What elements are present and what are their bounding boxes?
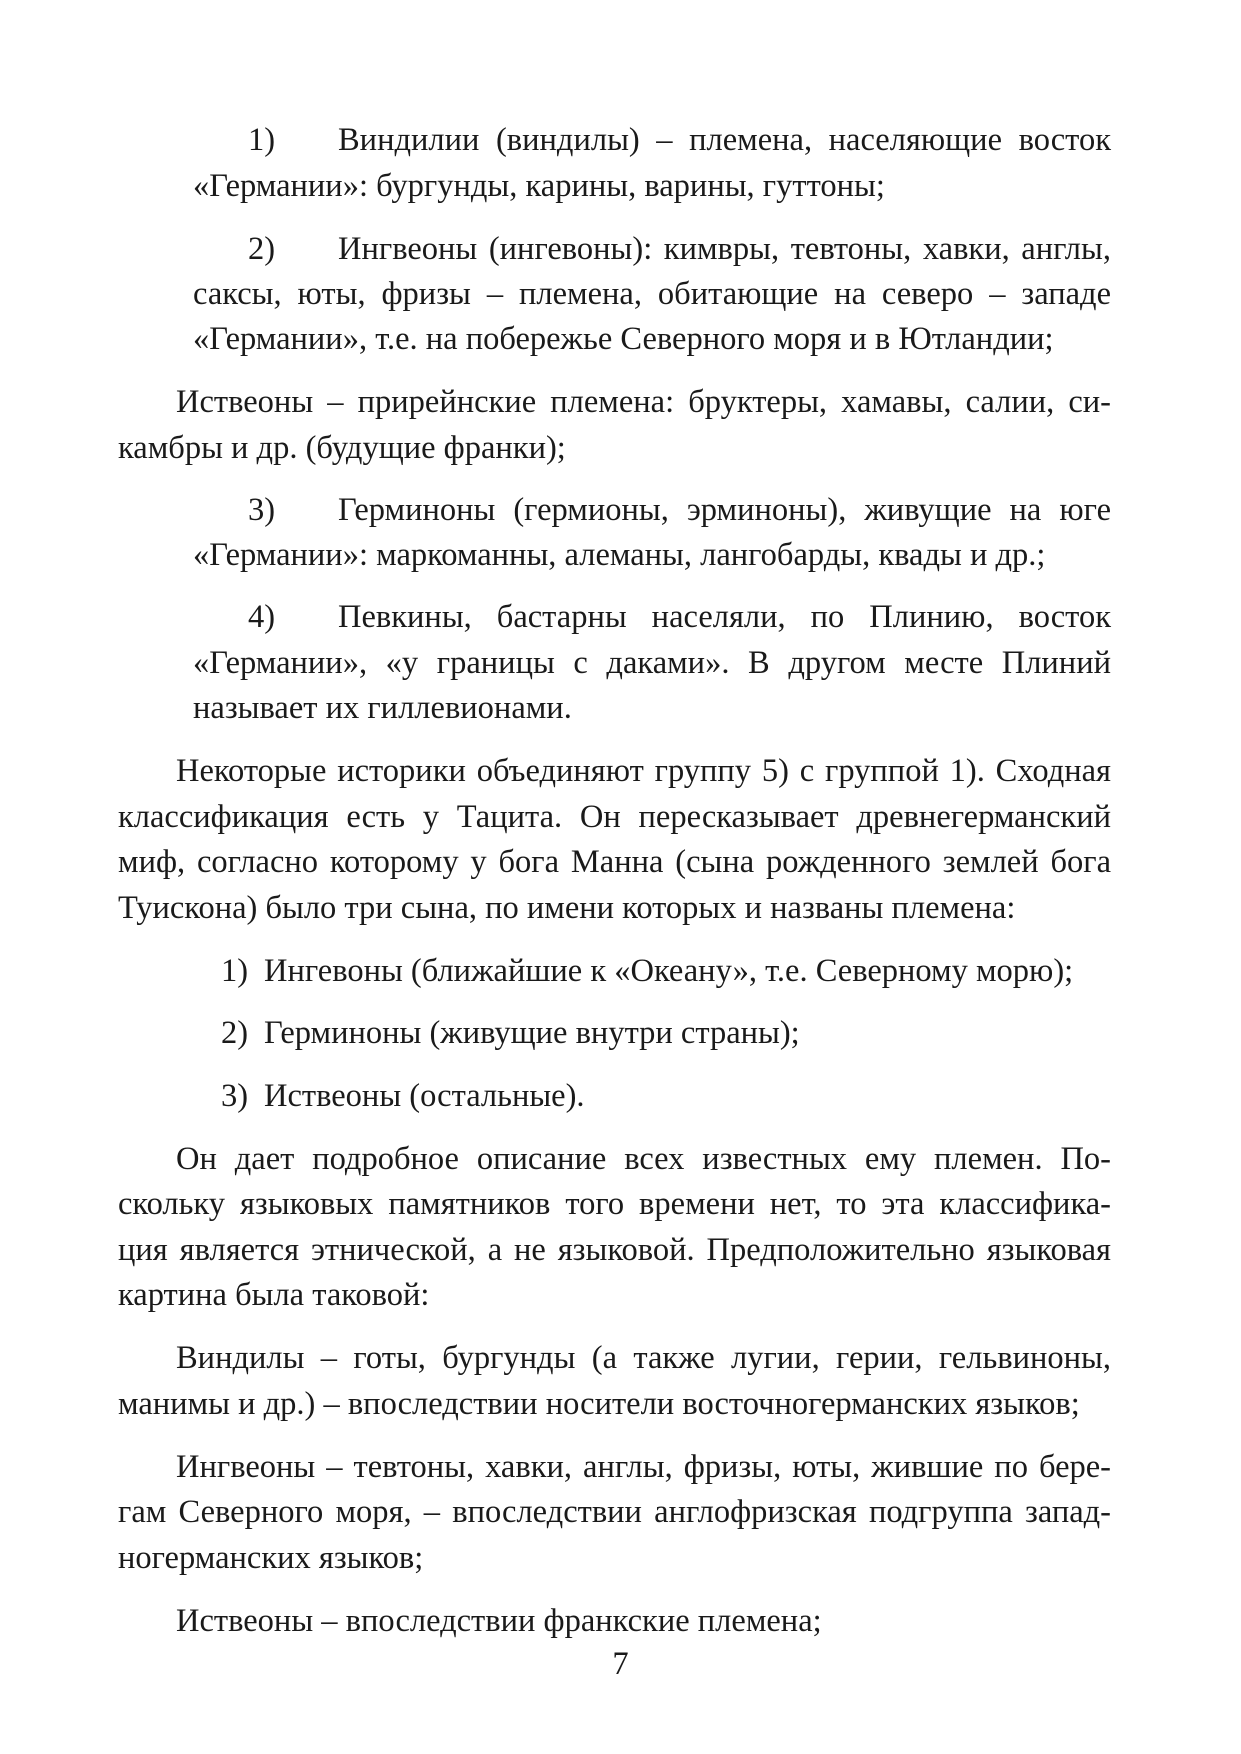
paragraph-line: скольку языковых памятников того времени нет, то эта классифика- — [118, 1186, 1111, 1222]
list-number: 1) — [248, 122, 276, 158]
list-item-text: Ингвеоны (ингевоны): кимвры, тевтоны, хавки, англы, — [338, 231, 1111, 267]
paragraph-line: Некоторые историки объединяют группу 5) с группой 1). Сходная — [176, 753, 1111, 789]
list-number: 3) — [221, 1078, 249, 1114]
paragraph-line: ногерманских языков; — [118, 1540, 424, 1576]
list-item-text: Иствеоны (остальные). — [264, 1078, 585, 1114]
list-number: 4) — [248, 599, 276, 635]
list-item-text: Певкины, бастарны населяли, по Плинию, восток — [338, 599, 1111, 635]
paragraph-line: классификация есть у Тацита. Он пересказывает древнегерманский — [118, 799, 1111, 835]
paragraph-line: Иствеоны – прирейнские племена: бруктеры, хамавы, салии, си- — [176, 384, 1111, 420]
list-item-text: Герминоны (живущие внутри страны); — [264, 1015, 800, 1051]
paragraph-line: манимы и др.) – впоследствии носители восточногерманских языков; — [118, 1386, 1080, 1422]
paragraph-line: ция является этнической, а не языковой. Предположительно языковая — [118, 1232, 1111, 1268]
list-item-text: «Германии», т.е. на побережье Северного моря и в Ютландии; — [193, 321, 1054, 357]
list-item-text: Герминоны (гермионы, эрминоны), живущие на юге — [338, 492, 1111, 528]
paragraph-line: картина была таковой: — [118, 1277, 430, 1313]
paragraph-line: Туискона) было три сына, по имени которых и названы племена: — [118, 890, 1016, 926]
paragraph-line: Виндилы – готы, бургунды (а также лугии, герии, гельвиноны, — [176, 1340, 1111, 1376]
list-item-text: Виндилии (виндилы) – племена, населяющие восток — [338, 122, 1111, 158]
paragraph-line: гам Северного моря, – впоследствии англофризская подгруппа запад- — [118, 1494, 1111, 1530]
list-item-text: саксы, юты, фризы – племена, обитающие на северо – западе — [193, 276, 1111, 312]
list-item-text: Ингевоны (ближайшие к «Океану», т.е. Северному морю); — [264, 953, 1074, 989]
list-number: 3) — [248, 492, 276, 528]
list-item-text: называет их гиллевионами. — [193, 690, 572, 726]
paragraph-line: камбры и др. (будущие франки); — [118, 430, 566, 466]
paragraph-line: миф, согласно которому у бога Манна (сына рожденного землей бога — [118, 844, 1111, 880]
list-number: 1) — [221, 953, 249, 989]
paragraph-line: Он дает подробное описание всех известных ему племен. По- — [176, 1141, 1111, 1177]
list-item-text: «Германии»: маркоманны, алеманы, лангобарды, квады и др.; — [193, 537, 1046, 573]
paragraph-line: Иствеоны – впоследствии франкские племена; — [176, 1603, 822, 1639]
paragraph-line: Ингвеоны – тевтоны, хавки, англы, фризы, юты, жившие по бере- — [176, 1449, 1111, 1485]
list-item-text: «Германии»: бургунды, карины, варины, гуттоны; — [193, 168, 885, 204]
page-number: 7 — [612, 1646, 629, 1682]
list-item-text: «Германии», «у границы с даками». В другом месте Плиний — [193, 645, 1111, 681]
list-number: 2) — [221, 1015, 249, 1051]
list-number: 2) — [248, 231, 276, 267]
